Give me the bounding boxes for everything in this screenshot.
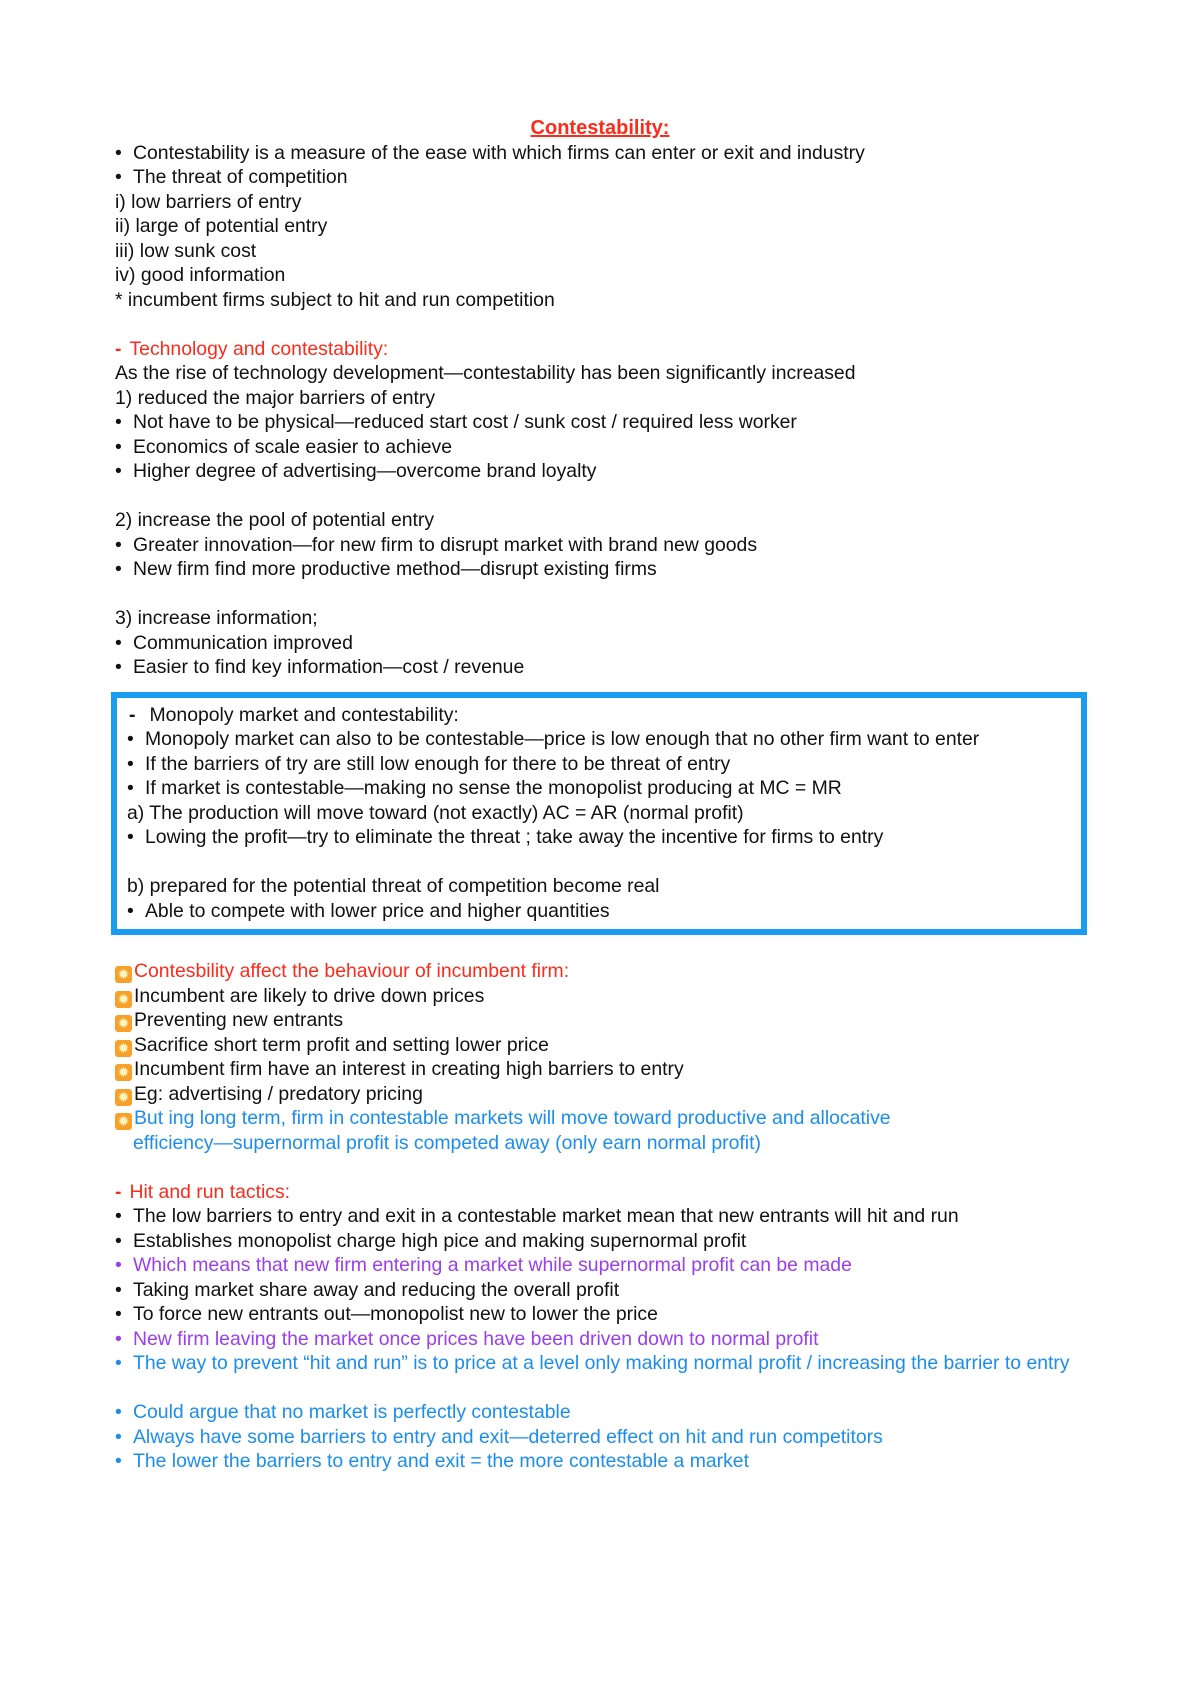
bullet-icon: • (115, 1352, 122, 1374)
list-item: iii) low sunk cost (115, 239, 257, 262)
bullet-item: • Establishes monopolist charge high pice and making supernormal profit (115, 1229, 747, 1252)
notes-content (115, 116, 1085, 1474)
bullet-item: • Higher degree of advertising—overcome brand loyalty (115, 460, 597, 482)
bullet-icon: • (115, 1229, 122, 1252)
bullet-icon: • (115, 435, 122, 458)
bullet-icon: • (115, 1205, 122, 1227)
bullet-item: • The lower the barriers to entry and exit = the more contestable a market (115, 1450, 749, 1472)
bullet-item: • New firm leaving the market once prices have been driven down to normal profit (115, 1327, 819, 1350)
bullet-icon: • (115, 1425, 122, 1448)
bullet-item: • Which means that new firm entering a market while supernormal profit can be made (115, 1254, 852, 1276)
bullet-item: • Always have some barriers to entry and exit—deterred effect on hit and run competitors (115, 1425, 883, 1448)
bullet-item: • The threat of competition (115, 166, 348, 188)
bullet-icon: • (115, 558, 122, 580)
star-icon: ✹ (115, 1113, 132, 1130)
bullet-item: • Contestability is a measure of the ease with which firms can enter or exit and industry (115, 141, 865, 164)
monopoly-box (111, 692, 1087, 936)
bullet-icon: • (127, 752, 134, 775)
star-list-item: ✹ But ing long term, firm in contestable markets will move toward productive and allocative (115, 1106, 1085, 1131)
bullet-item: • Economics of scale easier to achieve (115, 435, 453, 458)
subheading: 2) increase the pool of potential entry (115, 509, 435, 531)
bullet-item: • The way to prevent “hit and run” is to price at a level only making normal profit / increasing the barrier to entry (115, 1352, 1070, 1374)
star-list-item: ✹ Preventing new entrants (115, 1008, 1085, 1033)
bullet-item: • Able to compete with lower price and higher quantities (127, 899, 610, 922)
bullet-item: • Communication improved (115, 631, 353, 654)
list-item: ii) large of potential entry (115, 215, 328, 237)
star-list-item: ✹ Sacrifice short term profit and setting lower price (115, 1033, 1085, 1058)
bullet-item: • Could argue that no market is perfectly contestable (115, 1401, 571, 1423)
bullet-icon: • (115, 1278, 122, 1301)
bullet-icon: • (115, 141, 122, 164)
bullet-icon: • (115, 166, 122, 188)
dash-icon: - (129, 703, 136, 726)
bullet-item: • Monopoly market can also to be contestable—price is low enough that no other firm want to enter (127, 728, 980, 750)
bullet-item: • Lowing the profit—try to eliminate the threat ; take away the incentive for firms to entry (127, 826, 884, 848)
bullet-icon: • (127, 728, 134, 750)
star-icon: ✹ (115, 1040, 132, 1057)
section-heading-behaviour: ✹ Contesbility affect the behaviour of incumbent firm: (115, 959, 1085, 984)
page-title: Contestability: (530, 117, 670, 139)
bullet-icon: • (115, 533, 122, 556)
paragraph: As the rise of technology development—contestability has been significantly increased (115, 362, 856, 384)
bullet-icon: • (127, 826, 134, 848)
section-heading-monopoly: - Monopoly market and contestability: (129, 703, 459, 726)
bullet-item: • Not have to be physical—reduced start cost / sunk cost / required less worker (115, 411, 797, 433)
bullet-icon: • (127, 899, 134, 922)
bullet-item: • Easier to find key information—cost / revenue (115, 656, 525, 678)
star-list-item: ✹ Incumbent firm have an interest in creating high barriers to entry (115, 1057, 1085, 1082)
bullet-icon: • (115, 631, 122, 654)
star-list-item: ✹ Incumbent are likely to drive down prices (115, 984, 1085, 1009)
star-icon: ✹ (115, 1089, 132, 1106)
bullet-item: • If market is contestable—making no sense the monopolist producing at MC = MR (127, 777, 842, 799)
star-list-item: ✹ Eg: advertising / predatory pricing (115, 1082, 1085, 1107)
bullet-item: • The low barriers to entry and exit in a contestable market mean that new entrants will hit and run (115, 1205, 959, 1227)
dash-icon: - (115, 337, 122, 360)
bullet-icon: • (115, 1401, 122, 1423)
list-item: * incumbent firms subject to hit and run competition (115, 288, 555, 311)
bullet-icon: • (127, 777, 134, 799)
star-icon: ✹ (115, 991, 132, 1008)
bullet-item: • Taking market share away and reducing the overall profit (115, 1278, 620, 1301)
bullet-icon: • (115, 1254, 122, 1276)
subheading: 1) reduced the major barriers of entry (115, 386, 436, 409)
bullet-icon: • (115, 1303, 122, 1325)
bullet-item: • To force new entrants out—monopolist new to lower the price (115, 1303, 658, 1325)
subheading: a) The production will move toward (not exactly) AC = AR (normal profit) (127, 801, 744, 824)
bullet-icon: • (115, 1450, 122, 1472)
star-icon: ✹ (115, 966, 132, 983)
bullet-icon: • (115, 1327, 122, 1350)
bullet-item: • If the barriers of try are still low enough for there to be threat of entry (127, 752, 731, 775)
bullet-item: • New firm find more productive method—disrupt existing firms (115, 558, 657, 580)
list-item: i) low barriers of entry (115, 190, 302, 213)
subheading: b) prepared for the potential threat of competition become real (127, 875, 660, 897)
list-item-continuation: efficiency—supernormal profit is competed away (only earn normal profit) (133, 1131, 761, 1154)
dash-icon: - (115, 1180, 122, 1203)
bullet-icon: • (115, 411, 122, 433)
star-icon: ✹ (115, 1064, 132, 1081)
bullet-icon: • (115, 460, 122, 482)
subheading: 3) increase information; (115, 607, 318, 629)
bullet-icon: • (115, 656, 122, 678)
list-item: iv) good information (115, 264, 286, 286)
section-heading-hit-run: - Hit and run tactics: (115, 1180, 291, 1203)
section-heading-technology: - Technology and contestability: (115, 337, 389, 360)
star-icon: ✹ (115, 1015, 132, 1032)
bullet-item: • Greater innovation—for new firm to disrupt market with brand new goods (115, 533, 758, 556)
